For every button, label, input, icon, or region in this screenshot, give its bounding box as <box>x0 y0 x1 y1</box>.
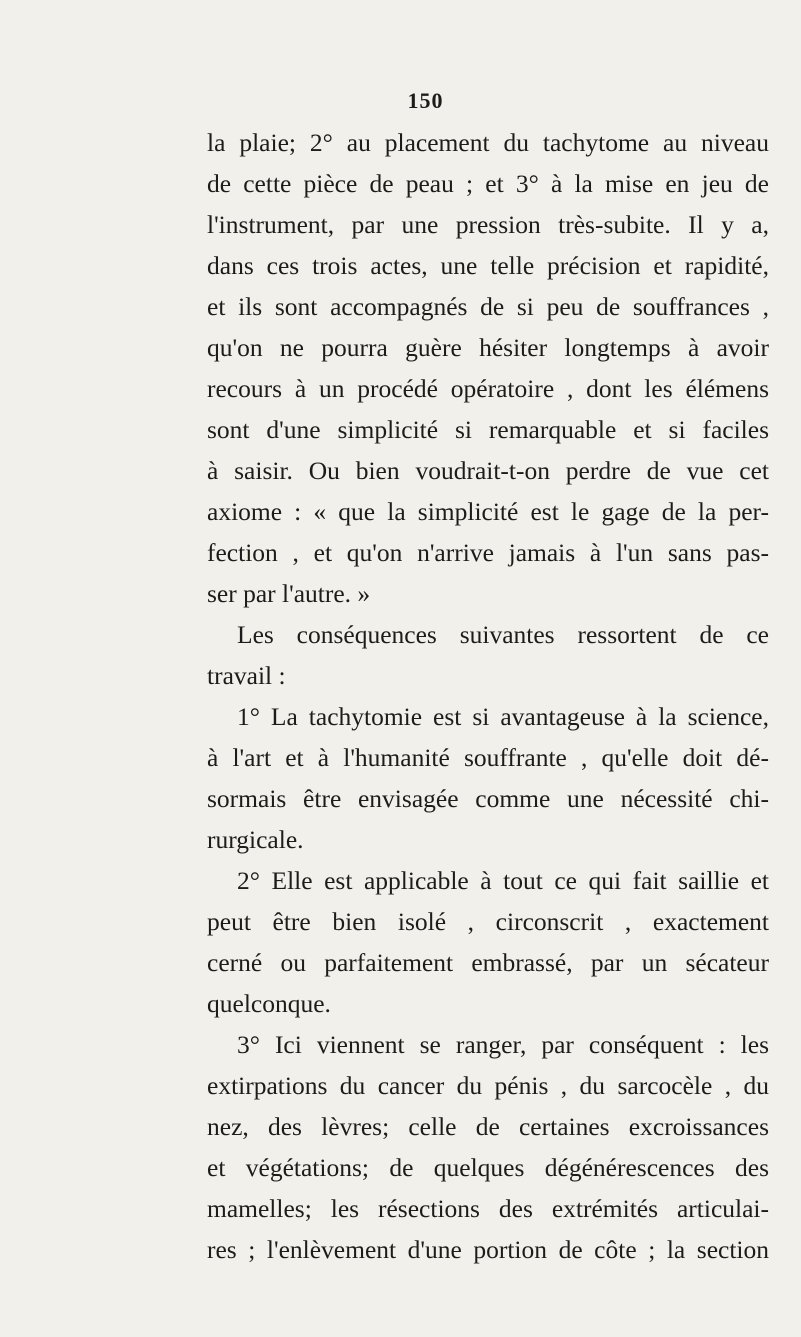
text-line: rurgicale. <box>207 825 304 854</box>
text-line: axiome : « que la simplicité est le gage de la per- <box>207 497 769 526</box>
text-line: 1° La tachytomie est si avantageuse à la science, <box>237 702 769 731</box>
page-number: 150 <box>407 88 444 113</box>
text-line: dans ces trois actes, une telle précision et rapidité, <box>207 251 769 280</box>
text-line: l'instrument, par une pression très-subite. Il y a, <box>207 210 769 239</box>
text-line: ser par l'autre. » <box>207 579 371 608</box>
text-line: et ils sont accompagnés de si peu de souffrances , <box>207 292 769 321</box>
text-line: peut être bien isolé , circonscrit , exactement <box>207 907 769 936</box>
text-line: sormais être envisagée comme une nécessité chi- <box>207 784 769 813</box>
text-line: res ; l'enlèvement d'une portion de côte ; la section <box>207 1235 769 1264</box>
text-line: la plaie; 2° au placement du tachytome au niveau <box>207 128 769 157</box>
text-line: sont d'une simplicité si remarquable et si faciles <box>207 415 769 444</box>
text-line: quelconque. <box>207 989 331 1018</box>
text-line: qu'on ne pourra guère hésiter longtemps à avoir <box>207 333 769 362</box>
text-line: de cette pièce de peau ; et 3° à la mise en jeu de <box>207 169 769 198</box>
text-line: travail : <box>207 661 286 690</box>
text-line: 2° Elle est applicable à tout ce qui fait saillie et <box>237 866 769 895</box>
text-line: et végétations; de quelques dégénérescences des <box>207 1153 769 1182</box>
text-line: 3° Ici viennent se ranger, par conséquent : les <box>237 1030 769 1059</box>
text-line: extirpations du cancer du pénis , du sarcocèle , du <box>207 1071 769 1100</box>
text-line: nez, des lèvres; celle de certaines excroissances <box>207 1112 769 1141</box>
text-line: recours à un procédé opératoire , dont les élémens <box>207 374 769 403</box>
text-line: mamelles; les résections des extrémités articulai- <box>207 1194 769 1223</box>
text-line: à l'art et à l'humanité souffrante , qu'elle doit dé- <box>207 743 769 772</box>
text-line: cerné ou parfaitement embrassé, par un sécateur <box>207 948 769 977</box>
text-line: Les conséquences suivantes ressortent de ce <box>237 620 769 649</box>
text-line: à saisir. Ou bien voudrait-t-on perdre de vue cet <box>207 456 769 485</box>
text-line: fection , et qu'on n'arrive jamais à l'un sans pas- <box>207 538 769 567</box>
